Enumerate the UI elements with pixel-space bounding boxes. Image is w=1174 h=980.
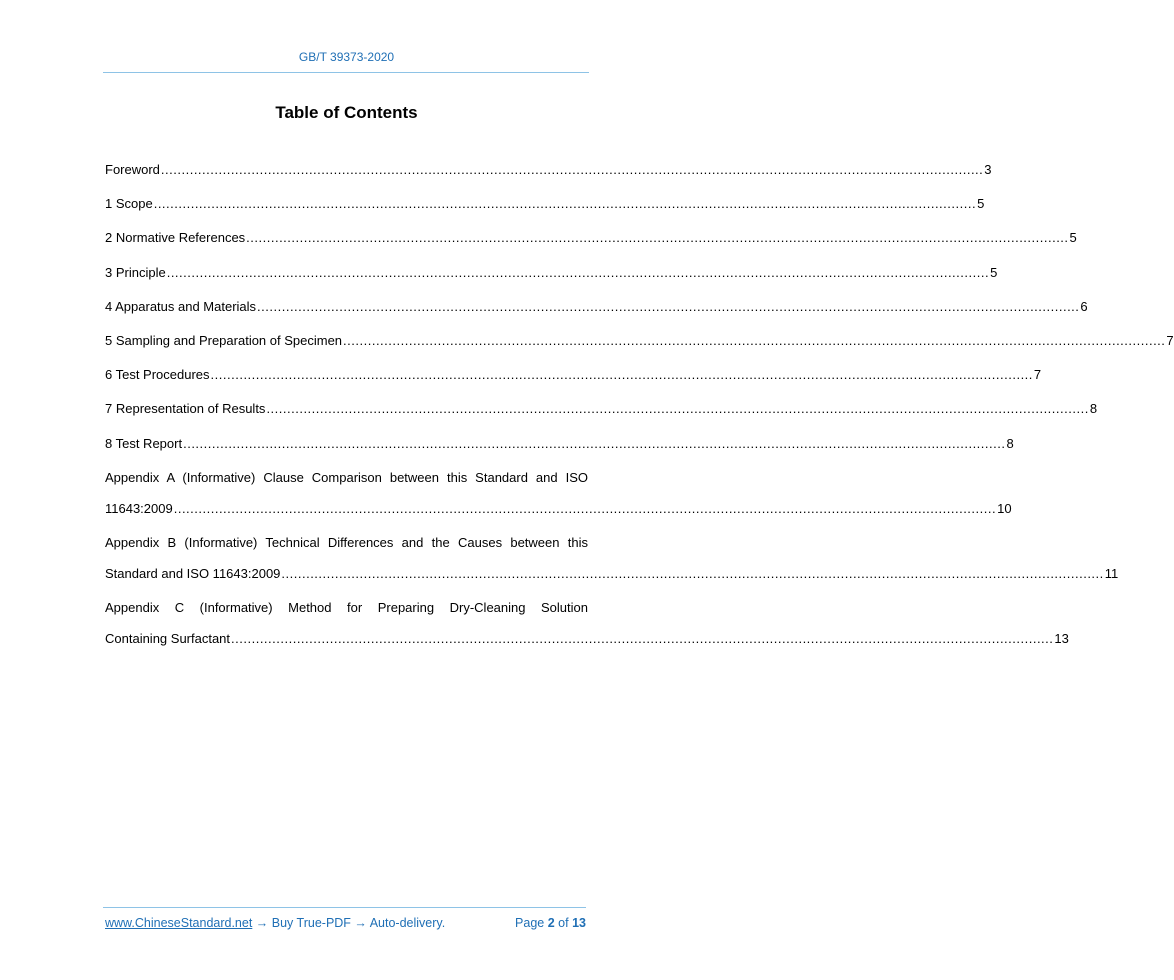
toc-label: 8 Test Report bbox=[105, 435, 183, 451]
toc-label: 5 Sampling and Preparation of Specimen bbox=[105, 332, 343, 348]
toc-page-number: 7 bbox=[1166, 332, 1174, 348]
toc-leader-dots: ........................................................................................................................................................................................................ bbox=[343, 332, 1166, 348]
toc-label-line1: Appendix A (Informative) Clause Comparison between this Standard and ISO bbox=[105, 469, 588, 485]
footer-promo bbox=[105, 916, 445, 930]
toc-entry-scope[interactable] bbox=[105, 194, 985, 214]
toc-leader-dots: ........................................................................................................................................................................................................ bbox=[183, 435, 1006, 451]
document-id-header: GB/T 39373-2020 bbox=[298, 50, 395, 64]
toc-label: 4 Apparatus and Materials bbox=[105, 298, 257, 314]
toc-leader-dots: ........................................................................................................................................................................................................ bbox=[153, 196, 977, 212]
toc-leader-dots: ........................................................................................................................................................................................................ bbox=[231, 631, 1054, 647]
toc-entry-test-report[interactable] bbox=[105, 434, 1014, 454]
page-footer bbox=[105, 916, 586, 930]
toc-label: 2 Normative References bbox=[105, 230, 246, 246]
toc-entry-appendix-b[interactable] bbox=[105, 533, 1119, 584]
toc-page-number: 8 bbox=[1089, 401, 1098, 417]
toc-leader-dots: ........................................................................................................................................................................................................ bbox=[257, 298, 1080, 314]
table-of-contents bbox=[105, 160, 1174, 663]
toc-entry-test-procedures[interactable] bbox=[105, 365, 1042, 385]
toc-page-number: 5 bbox=[1069, 230, 1077, 246]
toc-entry-apparatus[interactable] bbox=[105, 297, 1088, 317]
toc-leader-dots: ........................................................................................................................................................................................................ bbox=[173, 500, 997, 516]
toc-page-number: 3 bbox=[984, 162, 992, 177]
toc-entry-principle[interactable] bbox=[105, 263, 998, 283]
toc-page-number: 7 bbox=[1033, 367, 1042, 383]
toc-entry-sampling[interactable] bbox=[105, 331, 1174, 351]
current-page-number: 2 bbox=[547, 916, 555, 930]
toc-leader-dots: ........................................................................................................................................................................................................ bbox=[210, 367, 1033, 383]
toc-leader-dots: ........................................................................................................................................................................................................ bbox=[166, 264, 990, 280]
toc-label-line2: Containing Surfactant bbox=[105, 631, 231, 647]
toc-entry-foreword[interactable] bbox=[105, 160, 992, 180]
total-page-count: 13 bbox=[572, 916, 586, 930]
toc-label: 3 Principle bbox=[105, 264, 166, 280]
page-prefix: Page bbox=[515, 916, 545, 930]
toc-leader-dots: ........................................................................................................................................................................................................ bbox=[266, 401, 1089, 417]
toc-page-number: 5 bbox=[977, 196, 985, 212]
toc-page-number: 13 bbox=[1054, 631, 1069, 647]
toc-label-line1: Appendix B (Informative) Technical Differences and the Causes between this bbox=[105, 534, 588, 550]
toc-entry-representation[interactable] bbox=[105, 399, 1098, 419]
header-rule bbox=[103, 72, 589, 73]
toc-page-number: 8 bbox=[1006, 435, 1014, 451]
toc-label: 7 Representation of Results bbox=[105, 401, 266, 417]
toc-leader-dots: ........................................................................................................................................................................................................ bbox=[160, 162, 984, 177]
toc-label-line2: 11643:2009 bbox=[105, 500, 173, 516]
page-title: Table of Contents bbox=[275, 103, 418, 122]
toc-page-number: 5 bbox=[990, 264, 998, 280]
footer-rule bbox=[103, 907, 586, 908]
toc-label: 1 Scope bbox=[105, 196, 153, 212]
toc-label-line1: Appendix C (Informative) Method for Preparing Dry-Cleaning Solution bbox=[105, 600, 588, 616]
toc-page-number: 10 bbox=[997, 500, 1012, 516]
toc-page-number: 11 bbox=[1104, 565, 1119, 581]
toc-page-number: 6 bbox=[1080, 298, 1088, 314]
toc-entry-appendix-a[interactable] bbox=[105, 468, 1012, 519]
toc-leader-dots: ........................................................................................................................................................................................................ bbox=[246, 230, 1069, 246]
toc-label: Foreword bbox=[105, 162, 160, 177]
footer-tagline: → Buy True-PDF → Auto-delivery. bbox=[252, 916, 446, 930]
toc-label: 6 Test Procedures bbox=[105, 367, 210, 383]
toc-label-line2: Standard and ISO 11643:2009 bbox=[105, 565, 281, 581]
toc-entry-normative-references[interactable] bbox=[105, 228, 1077, 248]
page-indicator bbox=[515, 916, 586, 930]
toc-entry-appendix-c[interactable] bbox=[105, 598, 1069, 649]
toc-leader-dots: ........................................................................................................................................................................................................ bbox=[281, 565, 1104, 581]
page-of: of bbox=[558, 916, 569, 930]
website-link[interactable]: www.ChineseStandard.net bbox=[105, 916, 253, 930]
